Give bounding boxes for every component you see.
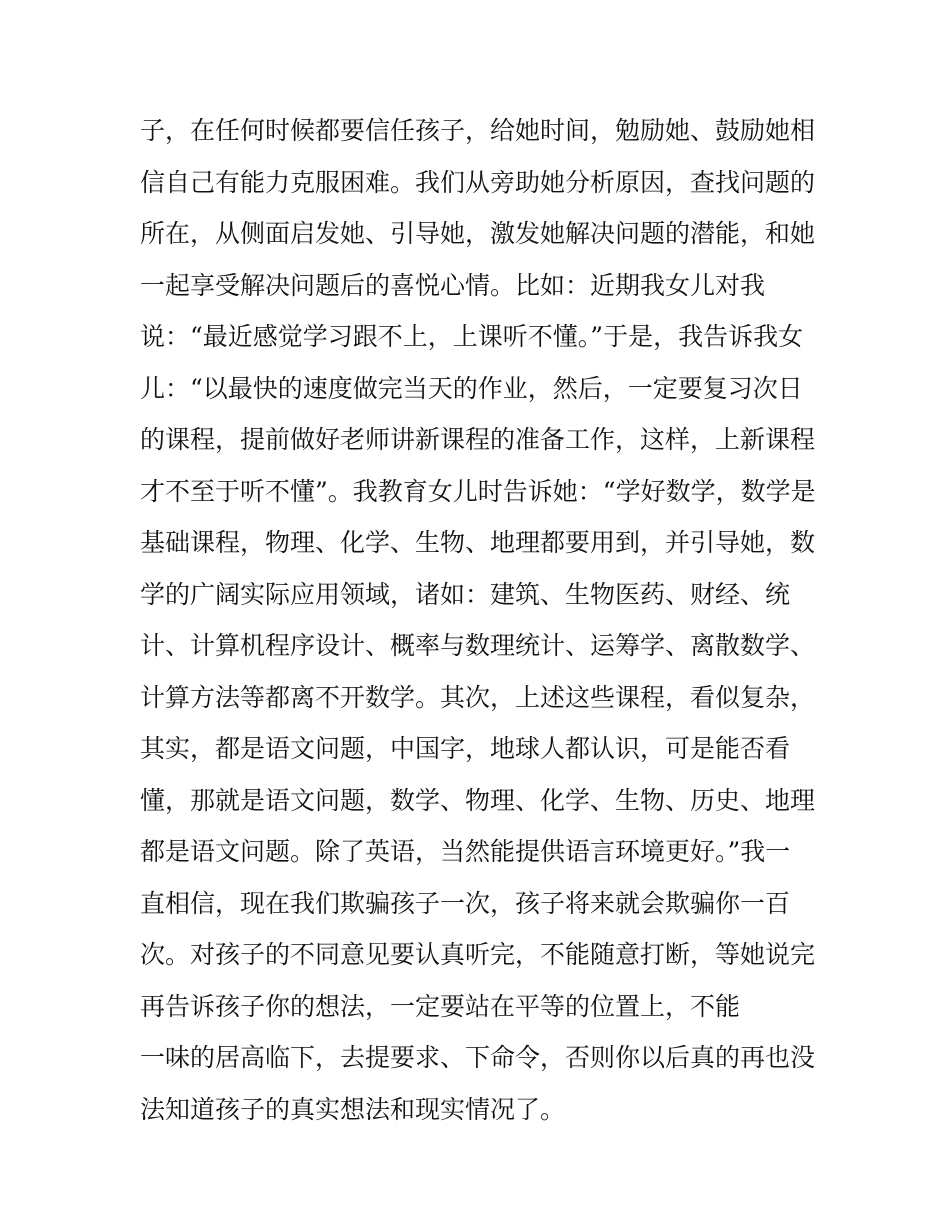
text-line: 再告诉孩子你的想法，一定要站在平等的位置上，不能 — [140, 991, 741, 1021]
text-line: 基础课程，物理、化学、生物、地理都要用到，并引导她，数 — [140, 528, 816, 557]
text-line: 次。对孩子的不同意见要认真听完，不能随意打断，等她说完 — [140, 940, 816, 969]
text-line: 都是语文问题。除了英语，当然能提供语言环境更好。”我一 — [140, 837, 791, 866]
text-line: 子，在任何时候都要信任孩子，给她时间，勉励她、鼓励她相 — [140, 116, 816, 145]
body-paragraph — [140, 105, 820, 1135]
text-line: 一起享受解决问题后的喜悦心情。比如：近期我女儿对我 — [140, 270, 766, 300]
text-line: 计算方法等都离不开数学。其次，上述这些课程，看似复杂， — [140, 682, 816, 712]
text-line: 的课程，提前做好老师讲新课程的准备工作，这样，上新课程 — [140, 425, 816, 454]
text-line: 一味的居高临下，去提要求、下命令，否则你以后真的再也没 — [140, 1043, 816, 1072]
text-line: 直相信，现在我们欺骗孩子一次，孩子将来就会欺骗你一百 — [140, 888, 791, 918]
text-line: 法知道孩子的真实想法和现实情况了。 — [140, 1094, 566, 1124]
text-line: 其实，都是语文问题，中国字，地球人都认识，可是能否看 — [140, 734, 791, 763]
text-line: 才不至于听不懂”。我教育女儿时告诉她：“学好数学，数学是 — [140, 476, 816, 506]
text-line: 所在，从侧面启发她、引导她，激发她解决问题的潜能，和她 — [140, 219, 816, 248]
text-line: 信自己有能力克服困难。我们从旁助她分析原因，查找问题的 — [140, 167, 816, 197]
text-line: 计、计算机程序设计、概率与数理统计、运筹学、离散数学、 — [140, 631, 816, 660]
text-line: 学的广阔实际应用领域，诸如：建筑、生物医药、财经、统 — [140, 579, 791, 609]
text-line: 懂，那就是语文问题，数学、物理、化学、生物、历史、地理 — [140, 785, 816, 815]
text-line: 儿：“以最快的速度做完当天的作业，然后，一定要复习次日 — [140, 373, 803, 403]
text-line: 说：“最近感觉学习跟不上，上课听不懂。”于是，我告诉我女 — [140, 322, 804, 351]
